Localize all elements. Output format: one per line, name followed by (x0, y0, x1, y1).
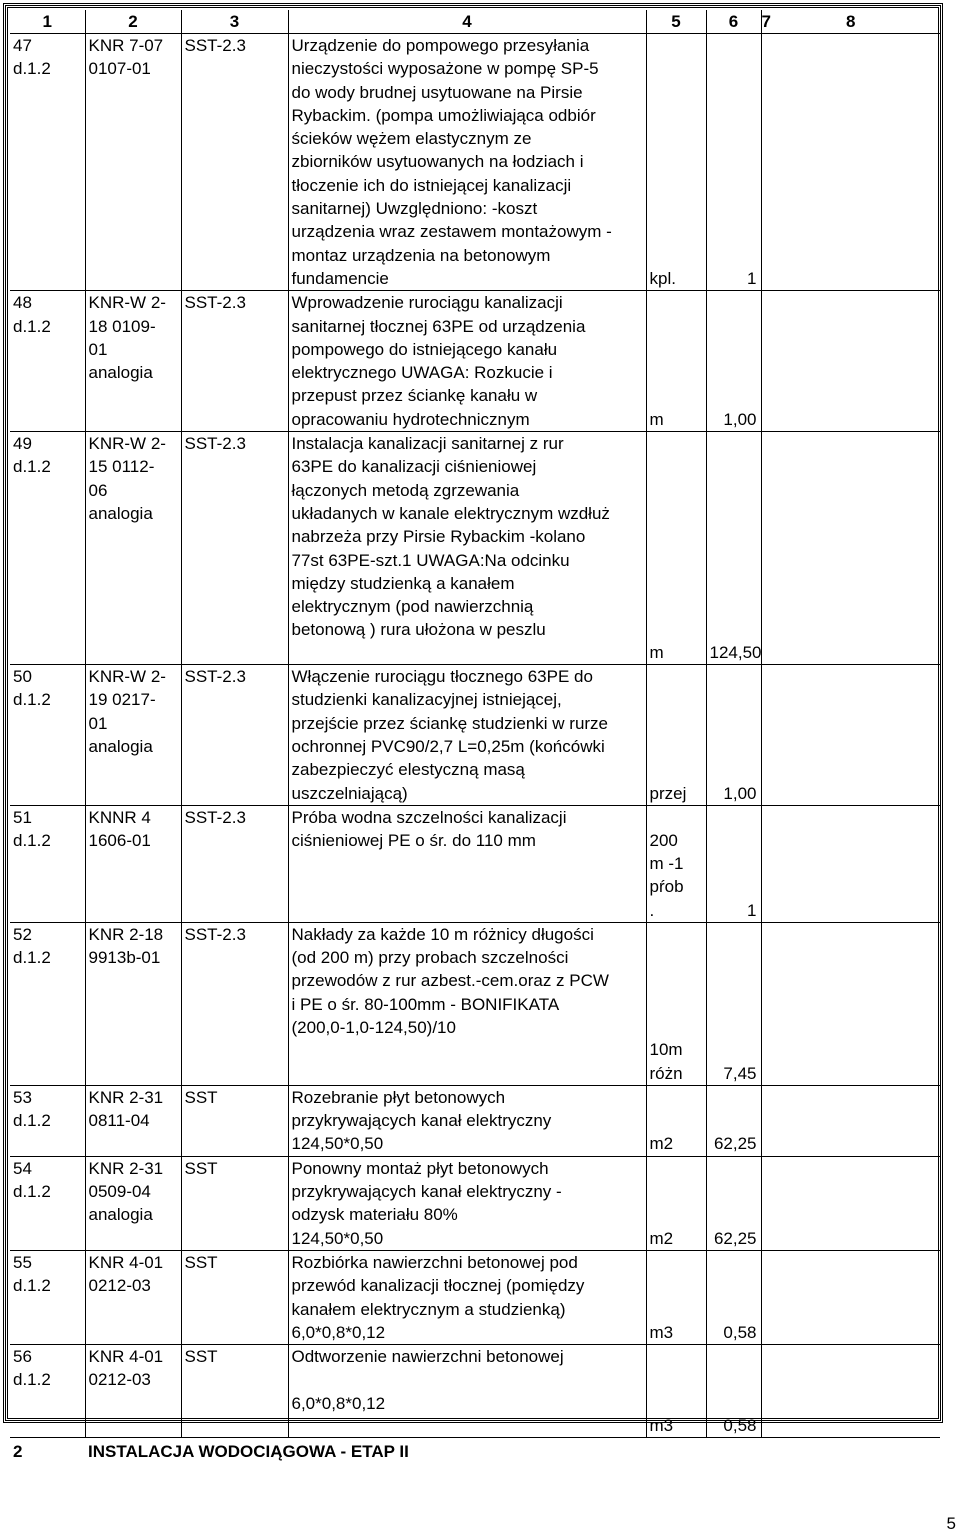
table-row (10, 432, 940, 665)
empty-col-8 (761, 432, 940, 665)
empty-col-8 (761, 805, 940, 922)
item-description: Wprowadzenie rurociągu kanalizacji sanitarnej tłocznej 63PE od urządzenia pompowego do istniejącego kanału elektrycznego UWAGA: Rozkucie i przepust przez ściankę kanału w opracowaniu hydrotechnicznym (288, 291, 646, 432)
quantity: 62,25 (706, 1085, 761, 1156)
unit: m (646, 432, 706, 665)
item-description: Ponowny montaż płyt betonowych przykrywających kanał elektryczny - odzysk materiału 80% 124,50*0,50 (288, 1156, 646, 1250)
col-2-header: 2 (85, 10, 181, 34)
quantity: 0,58 (706, 1345, 761, 1438)
table-row (10, 922, 940, 1085)
quantity: 1 (706, 34, 761, 291)
col-8-header: 8 (761, 10, 940, 34)
item-description: Rozbiórka nawierzchni betonowej pod przewód kanalizacji tłocznej (pomiędzy kanałem elektrycznym a studzienką) 6,0*0,8*0,12 (288, 1250, 646, 1344)
item-number: 49 d.1.2 (10, 432, 85, 665)
table-row (10, 34, 940, 291)
unit: kpl. (646, 34, 706, 291)
empty-col-8 (761, 34, 940, 291)
cost-estimate-table-frame (3, 3, 943, 1462)
spec-code: SST (181, 1156, 288, 1250)
basis-code: KNR 2-31 0811-04 (85, 1085, 181, 1156)
table-row (10, 1085, 940, 1156)
basis-code: KNR-W 2- 19 0217- 01 analogia (85, 665, 181, 806)
spec-code: SST-2.3 (181, 922, 288, 1085)
empty-col-8 (761, 1085, 940, 1156)
col-6-header: 6 (706, 10, 761, 34)
empty-col-8 (761, 1345, 940, 1438)
item-description: Nakłady za każde 10 m różnicy długości (od 200 m) przy probach szczelności przewodów z rur azbest.-cem.oraz z PCW i PE o śr. 80-100mm - BONIFIKATA (200,0-1,0-124,50)/10 (288, 922, 646, 1085)
unit: m3 (646, 1345, 706, 1438)
table-row (10, 1156, 940, 1250)
col-1-header: 1 (10, 10, 85, 34)
item-description: Instalacja kanalizacji sanitarnej z rur 63PE do kanalizacji ciśnieniowej łączonych metodą zgrzewania układanych w kanale elektrycznym wzdłuż nabrzeża przy Pirsie Rybackim -kolano 77st 63PE-szt.1 UWAGA:Na odcinku między studzienką a kanałem elektrycznym (pod nawierzchnią betonową ) rura ułożona w peszlu (288, 432, 646, 665)
item-description: Rozebranie płyt betonowych przykrywających kanał elektryczny 124,50*0,50 (288, 1085, 646, 1156)
unit: m2 (646, 1156, 706, 1250)
item-number: 48 d.1.2 (10, 291, 85, 432)
item-number: 51 d.1.2 (10, 805, 85, 922)
item-description: Próba wodna szczelności kanalizacji ciśnieniowej PE o śr. do 110 mm (288, 805, 646, 922)
section-number: 2 (13, 1442, 23, 1462)
basis-code: KNR-W 2- 15 0112- 06 analogia (85, 432, 181, 665)
section-title: INSTALACJA WODOCIĄGOWA - ETAP II (88, 1442, 409, 1462)
table-row (10, 291, 940, 432)
spec-code: SST (181, 1250, 288, 1344)
quantity: 124,50 (706, 432, 761, 665)
empty-col-8 (761, 1156, 940, 1250)
spec-code: SST (181, 1085, 288, 1156)
basis-code: KNR 2-31 0509-04 analogia (85, 1156, 181, 1250)
spec-code: SST-2.3 (181, 805, 288, 922)
empty-col-8 (761, 291, 940, 432)
basis-code: KNR 4-01 0212-03 (85, 1345, 181, 1438)
quantity: 62,25 (706, 1156, 761, 1250)
item-number: 53 d.1.2 (10, 1085, 85, 1156)
item-number: 52 d.1.2 (10, 922, 85, 1085)
item-number: 54 d.1.2 (10, 1156, 85, 1250)
empty-col-8 (761, 1250, 940, 1344)
quantity: 7,45 (706, 922, 761, 1085)
quantity: 1,00 (706, 665, 761, 806)
section-heading-row (10, 1438, 940, 1464)
unit: m2 (646, 1085, 706, 1156)
empty-col-8 (761, 665, 940, 806)
page-number: 5 (946, 1514, 956, 1533)
unit: przej (646, 665, 706, 806)
empty-col-8 (761, 922, 940, 1085)
table-row (10, 805, 940, 922)
table-row (10, 665, 940, 806)
spec-code: SST-2.3 (181, 665, 288, 806)
column-number-header: 1 2 3 4 5 6 7 8 (10, 10, 940, 34)
basis-code: KNR 7-07 0107-01 (85, 34, 181, 291)
table-row (10, 1345, 940, 1438)
basis-code: KNR 4-01 0212-03 (85, 1250, 181, 1344)
col-4-header: 4 (288, 10, 646, 34)
quantity: 1,00 (706, 291, 761, 432)
unit: 10m różn (646, 922, 706, 1085)
spec-code: SST-2.3 (181, 34, 288, 291)
quantity: 0,58 (706, 1250, 761, 1344)
unit: m3 (646, 1250, 706, 1344)
col-5-header: 5 (646, 10, 706, 34)
unit: 200 m -1 pŕob . (646, 805, 706, 922)
table-row (10, 1250, 940, 1344)
item-description: Odtworzenie nawierzchni betonowej 6,0*0,8*0,12 (288, 1345, 646, 1438)
basis-code: KNR 2-18 9913b-01 (85, 922, 181, 1085)
col-3-header: 3 (181, 10, 288, 34)
item-number: 50 d.1.2 (10, 665, 85, 806)
basis-code: KNNR 4 1606-01 (85, 805, 181, 922)
quantity: 1 (706, 805, 761, 922)
item-number: 47 d.1.2 (10, 34, 85, 291)
basis-code: KNR-W 2- 18 0109- 01 analogia (85, 291, 181, 432)
item-number: 56 d.1.2 (10, 1345, 85, 1438)
cost-estimate-table (10, 10, 940, 1463)
item-description: Włączenie rurociągu tłocznego 63PE do studzienki kanalizacyjnej istniejącej, przejście przez ściankę studzienki w rurze ochronnej PVC90/2,7 L=0,25m (końcówki zabezpieczyć elestyczną masą uszczelniającą) (288, 665, 646, 806)
spec-code: SST (181, 1345, 288, 1438)
unit: m (646, 291, 706, 432)
spec-code: SST-2.3 (181, 432, 288, 665)
item-description: Urządzenie do pompowego przesyłania nieczystości wyposażone w pompę SP-5 do wody brudnej usytuowane na Pirsie Rybackim. (pompa umożliwiająca odbiór ścieków wężem elastycznym ze zbiorników usytuowanych na łodziach i tłoczenie ich do istniejącej kanalizacji sanitarnej) Uwzględniono: -koszt urządzenia wraz zestawem montażowym - montaz urządzenia na betonowym fundamencie (288, 34, 646, 291)
item-number: 55 d.1.2 (10, 1250, 85, 1344)
spec-code: SST-2.3 (181, 291, 288, 432)
